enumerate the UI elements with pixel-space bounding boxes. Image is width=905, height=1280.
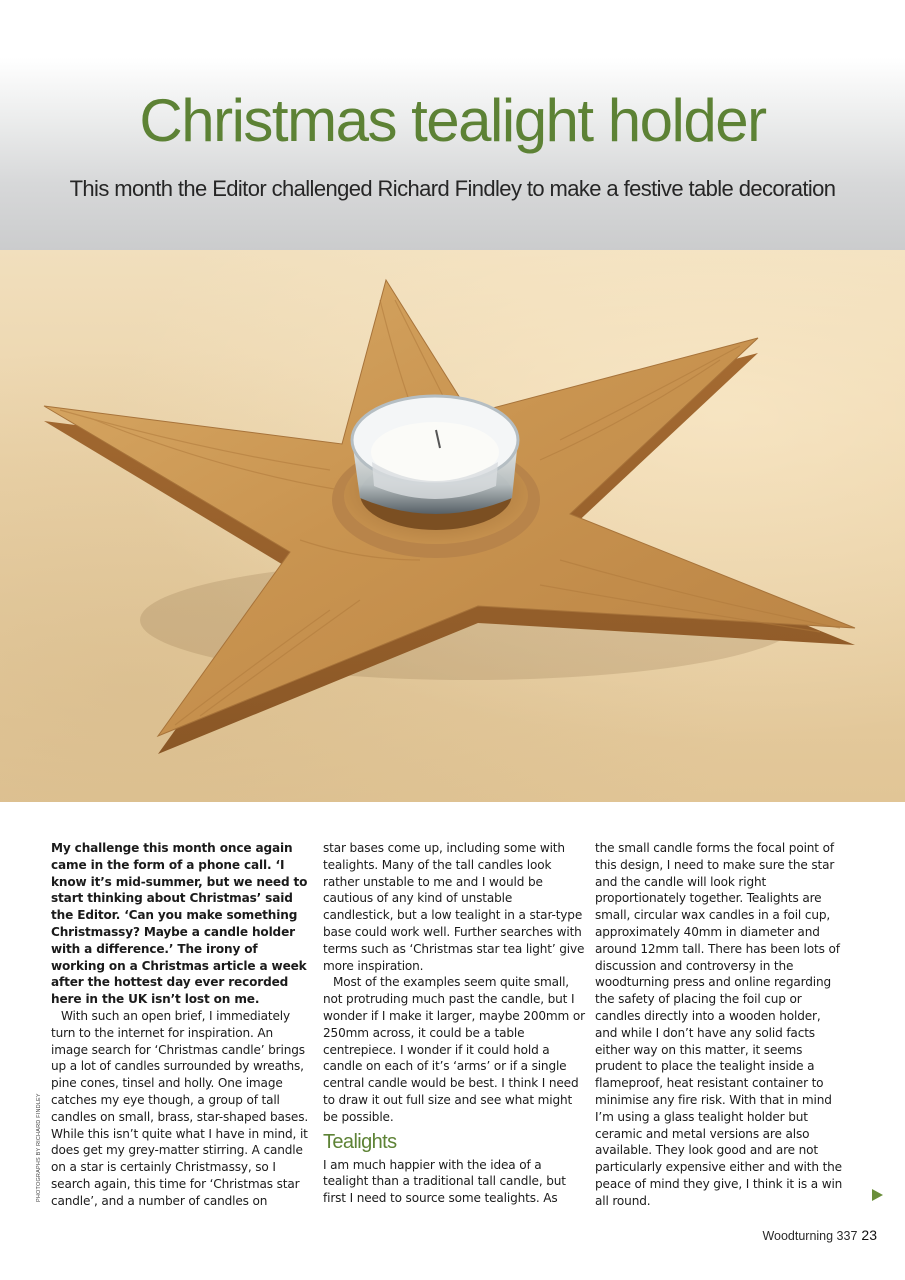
body-paragraph: I am much happier with the idea of a tealight than a traditional tall candle, but first I need to source some tealights. As — [323, 1157, 566, 1206]
page-subtitle: This month the Editor challenged Richard Findley to make a festive table decoration — [69, 176, 836, 201]
body-paragraph: star bases come up, including some with tealights. Many of the tall candles look rather unstable to me and I would be cautious of any kind of unstable candlestick, but a low tealight in a star-type base could work well. Further searches with terms such as ‘Christmas star tea light’ give more inspiration. — [323, 841, 585, 973]
magazine-issue: Woodturning 337 — [762, 1229, 858, 1243]
page-number: 23 — [861, 1227, 877, 1243]
body-paragraph: Most of the examples seem quite small, not protruding much past the candle, but I wonder if I make it larger, maybe 200mm or 250mm across, it could be a table centrepiece. I wonder if it could hold a candle on each of it’s ‘arms’ or if a single central candle would be best. I think I need to draw it out full size and see what might be possible. — [323, 975, 585, 1124]
section-heading: Tealights — [323, 1130, 397, 1153]
article-column-3 — [595, 840, 843, 1210]
lead-paragraph: My challenge this month once again came in the form of a phone call. ‘I know it’s mid-summer, but we need to start thinking about Christmas’ said the Editor. ‘Can you make something Christmassy? Maybe a candle holder with a difference.’ The irony of working on a Christmas article a week after the hottest day ever recorded here in the UK isn’t lost on me. — [51, 841, 308, 1007]
page-title: Christmas tealight holder — [139, 87, 766, 154]
body-paragraph: With such an open brief, I immediately turn to the internet for inspiration. An image search for ‘Christmas candle’ brings up a lot of candles surrounded by wreaths, pine cones, tinsel and holly. One image catches my eye though, a group of tall candles on small, brass, star-shaped bases. While this isn’t quite what I have in mind, it does get my grey-matter stirring. A candle on a star is certainly Christmassy, so I search again, this time for ‘Christmas star candle’, and a number of candles on — [51, 1008, 309, 1208]
article-column-2 — [323, 840, 585, 1207]
article-column-1 — [51, 840, 313, 1210]
photo-credit: PHOTOGRAPHS BY RICHARD FINDLEY — [36, 1093, 42, 1202]
body-paragraph: the small candle forms the focal point of this design, I need to make sure the star and the candle will look right proportionately together. Tealights are small, circular wax candles in a foil cup, approximately 40mm in diameter and around 12mm tall. There has been lots of discussion and controversy in the woodturning press and online regarding the safety of placing the foil cup or candles directly into a wooden holder, and while I don’t have any solid facts either way on this matter, it seems prudent to place the tealight inside a flameproof, heat resistant container to minimise any fire risk. With that in mind I’m using a glass tealight holder but ceramic and metal versions are also available. They look good and are not particularly expensive either and with the peace of mind they give, I think it is a win all round. — [595, 841, 843, 1208]
page-footer — [762, 1227, 877, 1243]
next-page-arrow-icon[interactable] — [872, 1189, 883, 1201]
